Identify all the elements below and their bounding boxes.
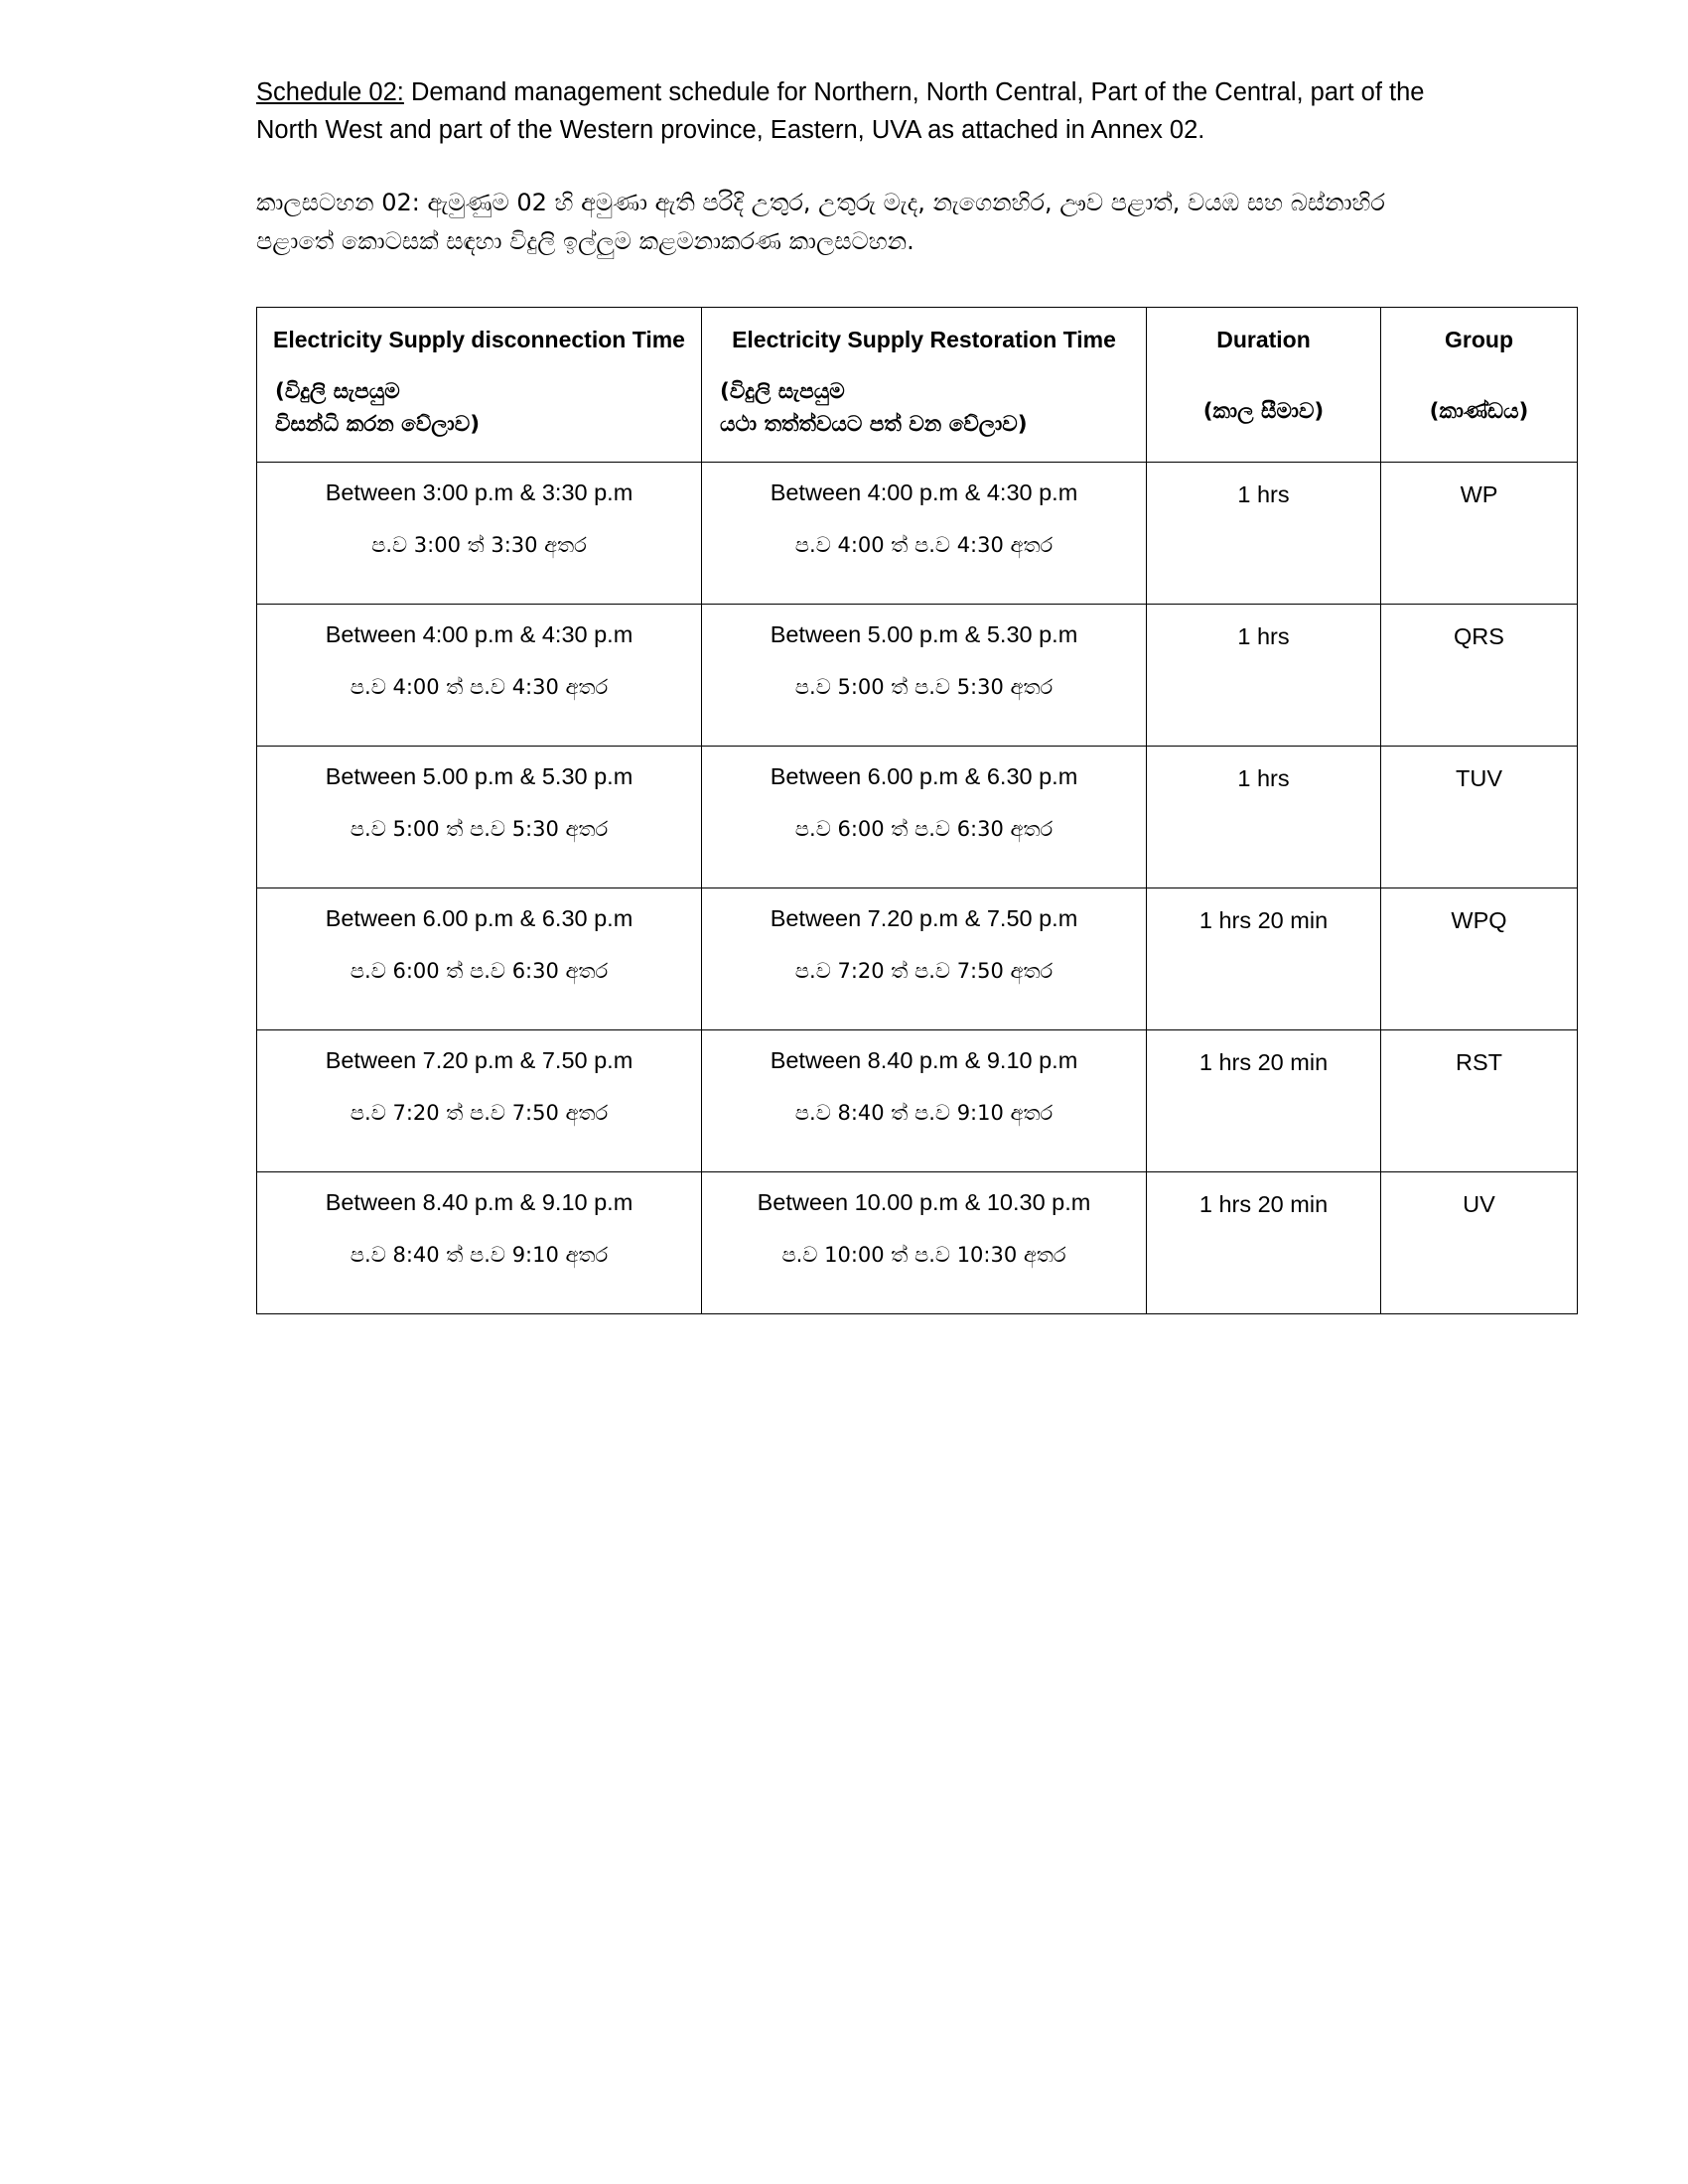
header-disconnection-time — [257, 307, 702, 463]
cell-restoration-time — [702, 605, 1147, 747]
restoration-time-si: ප.ව 6:00 ත් ප.ව 6:30 අතර — [794, 817, 1054, 842]
cell-group — [1381, 1030, 1578, 1172]
header-duration-si: (කාල සීමාව) — [1202, 399, 1325, 425]
disconnection-time-si: ප.ව 3:00 ත් 3:30 අතර — [371, 533, 587, 558]
disconnection-time-en: Between 4:00 p.m & 4:30 p.m — [325, 621, 633, 648]
group-value: RST — [1456, 1049, 1502, 1076]
duration-value: 1 hrs 20 min — [1198, 907, 1329, 934]
restoration-time-si: ප.ව 7:20 ත් ප.ව 7:50 අතර — [794, 959, 1054, 984]
schedule-intro-text: Demand management schedule for Northern, North Central, Part of the Central, part of the North West and part of the Western province, Eastern, UVA as attached in Annex 02. — [256, 77, 1425, 145]
cell-disconnection-time — [257, 1030, 702, 1172]
restoration-time-en: Between 5.00 p.m & 5.30 p.m — [770, 621, 1078, 648]
header-duration — [1147, 307, 1381, 463]
cell-disconnection-time — [257, 1172, 702, 1314]
duration-value: 1 hrs — [1237, 481, 1290, 508]
group-value: WP — [1460, 481, 1498, 508]
group-value: TUV — [1456, 765, 1502, 792]
cell-disconnection-time — [257, 605, 702, 747]
group-value: WPQ — [1451, 907, 1507, 934]
cell-disconnection-time — [257, 463, 702, 605]
restoration-time-en: Between 10.00 p.m & 10.30 p.m — [757, 1189, 1091, 1216]
disconnection-time-en: Between 6.00 p.m & 6.30 p.m — [325, 905, 633, 932]
disconnection-time-si: ප.ව 7:20 ත් ප.ව 7:50 අතර — [350, 1101, 609, 1126]
header-disconnection-time-si-2: විසන්ධි කරන වේලාව) — [275, 411, 481, 437]
table-row — [257, 747, 1578, 888]
cell-duration — [1147, 463, 1381, 605]
header-restoration-time-en: Electricity Supply Restoration Time — [732, 326, 1116, 352]
cell-duration — [1147, 747, 1381, 888]
group-value: QRS — [1454, 623, 1504, 650]
cell-restoration-time — [702, 888, 1147, 1030]
cell-restoration-time — [702, 1030, 1147, 1172]
disconnection-time-en: Between 7.20 p.m & 7.50 p.m — [325, 1047, 633, 1074]
restoration-time-en: Between 6.00 p.m & 6.30 p.m — [770, 763, 1078, 790]
cell-group — [1381, 1172, 1578, 1314]
restoration-time-en: Between 7.20 p.m & 7.50 p.m — [770, 905, 1078, 932]
restoration-time-en: Between 4:00 p.m & 4:30 p.m — [770, 479, 1078, 506]
restoration-time-si: ප.ව 10:00 ත් ප.ව 10:30 අතර — [781, 1243, 1066, 1268]
cell-restoration-time — [702, 1172, 1147, 1314]
schedule-intro-paragraph — [256, 73, 1428, 151]
cell-duration — [1147, 1030, 1381, 1172]
restoration-time-si: ප.ව 8:40 ත් ප.ව 9:10 අතර — [794, 1101, 1054, 1126]
disconnection-time-si: ප.ව 5:00 ත් ප.ව 5:30 අතර — [350, 817, 609, 842]
disconnection-time-si: ප.ව 6:00 ත් ප.ව 6:30 අතර — [350, 959, 609, 984]
group-value: UV — [1463, 1191, 1495, 1218]
disconnection-time-en: Between 8.40 p.m & 9.10 p.m — [325, 1189, 633, 1216]
table-row — [257, 1030, 1578, 1172]
duration-value: 1 hrs 20 min — [1198, 1049, 1329, 1076]
cell-group — [1381, 605, 1578, 747]
header-disconnection-time-si-1: (විදුලි සැපයුම — [275, 379, 400, 405]
header-group — [1381, 307, 1578, 463]
duration-value: 1 hrs 20 min — [1198, 1191, 1329, 1218]
duration-value: 1 hrs — [1237, 765, 1290, 792]
header-restoration-time-si-1: (විදුලි සැපයුම — [720, 379, 845, 405]
cell-disconnection-time — [257, 888, 702, 1030]
document-content — [256, 48, 1529, 1314]
cell-duration — [1147, 888, 1381, 1030]
table-row — [257, 463, 1578, 605]
header-group-si: (කාණ්ඩය) — [1429, 399, 1529, 425]
table-row — [257, 605, 1578, 747]
cell-duration — [1147, 605, 1381, 747]
cell-duration — [1147, 1172, 1381, 1314]
restoration-time-si: ප.ව 4:00 ත් ප.ව 4:30 අතර — [794, 533, 1054, 558]
disconnection-time-en: Between 3:00 p.m & 3:30 p.m — [325, 479, 633, 506]
restoration-time-en: Between 8.40 p.m & 9.10 p.m — [770, 1047, 1078, 1074]
table-row — [257, 888, 1578, 1030]
disconnection-time-si: ප.ව 4:00 ත් ප.ව 4:30 අතර — [350, 675, 609, 700]
demand-management-schedule-table — [256, 307, 1578, 1315]
cell-disconnection-time — [257, 747, 702, 888]
cell-group — [1381, 463, 1578, 605]
header-group-en: Group — [1445, 326, 1513, 352]
header-restoration-time-si-2: යථා තත්ත්වයට පත් වන වේලාව) — [720, 411, 1028, 437]
cell-restoration-time — [702, 463, 1147, 605]
disconnection-time-en: Between 5.00 p.m & 5.30 p.m — [325, 763, 633, 790]
restoration-time-si: ප.ව 5:00 ත් ප.ව 5:30 අතර — [794, 675, 1054, 700]
header-disconnection-time-en: Electricity Supply disconnection Time — [273, 326, 685, 352]
table-header-row — [257, 307, 1578, 463]
cell-group — [1381, 888, 1578, 1030]
duration-value: 1 hrs — [1237, 623, 1290, 650]
table-row — [257, 1172, 1578, 1314]
header-restoration-time — [702, 307, 1147, 463]
schedule-intro-sinhala: කාලසටහන 02: ඇමුණුම 02 හි අමුණා ඇති පරිදි උතුර, උතුරු මැද, නැගෙනහිර, ඌව පළාත්, වයඹ සහ බස්නාහිර පළාතේ කොටසක් සඳහා විදුලි ඉල්ලුම කළමනාකරණ කාලසටහන. — [256, 189, 1385, 255]
header-duration-en: Duration — [1216, 326, 1311, 352]
cell-restoration-time — [702, 747, 1147, 888]
schedule-label: Schedule 02: — [256, 77, 404, 106]
cell-group — [1381, 747, 1578, 888]
disconnection-time-si: ප.ව 8:40 ත් ප.ව 9:10 අතර — [350, 1243, 609, 1268]
